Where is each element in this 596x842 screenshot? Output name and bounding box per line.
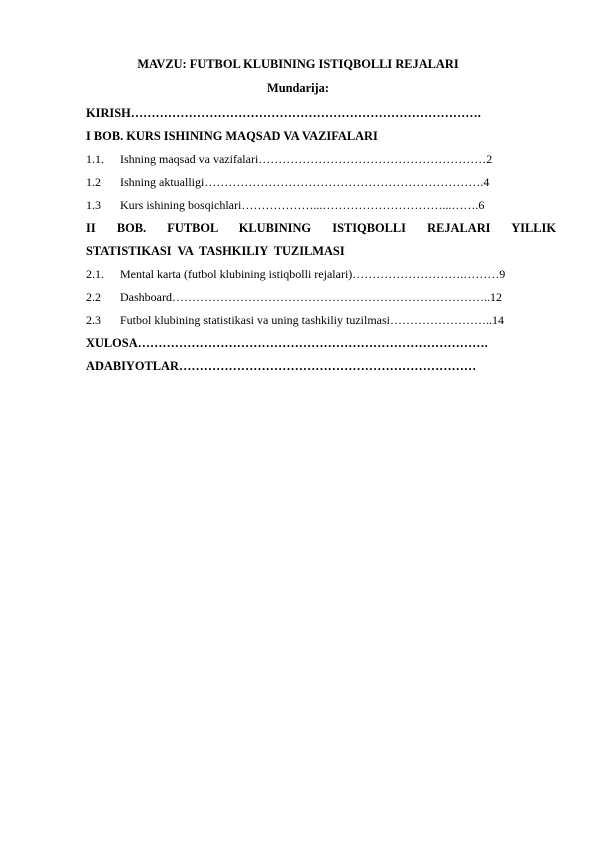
toc-entry-text: Ishning maqsad va vazifalari…………………………………………………2	[120, 152, 493, 166]
toc-entry-text: Ishning aktualligi…………………………………………………………….4	[120, 175, 490, 189]
toc-chapter-2: II BOB. FUTBOL KLUBINING ISTIQBOLLI REJALARI YILLIK STATISTIKASI VA TASHKILIY TUZILMASI	[86, 221, 556, 258]
toc-entry-1-2	[86, 171, 556, 194]
document-title: MAVZU: FUTBOL KLUBINING ISTIQBOLLI REJALARI	[137, 57, 459, 71]
toc-entry-text: Mental karta (futbol klubining istiqbolli rejalari)……………………….………9	[120, 267, 506, 281]
toc-entry-2-3	[86, 309, 556, 332]
toc-entry-1-1	[86, 148, 556, 171]
toc-entry-number: 1.3	[86, 198, 101, 212]
toc-entry-text: Dashboard……………………………………………………………………..12	[120, 290, 502, 304]
toc-entry-text: Kurs ishining bosqichlari………………...…………………………...…….6	[120, 198, 485, 212]
toc-entry-2-2	[86, 286, 556, 309]
toc-entry-number: 1.2	[86, 175, 101, 189]
toc-entry-text: Futbol klubining statistikasi va uning tashkiliy tuzilmasi……………………..14	[120, 313, 504, 327]
toc-entry-number: 2.3	[86, 313, 101, 327]
toc-entry-kirish: KIRISH………………………………………………………………………….	[86, 106, 481, 120]
toc-heading: Mundarija:	[267, 81, 329, 95]
toc-chapter-1: I BOB. KURS ISHINING MAQSAD VA VAZIFALARI	[86, 129, 378, 143]
toc-entry-2-1	[86, 263, 556, 286]
toc-entry-1-3	[86, 194, 556, 217]
toc-entry-xulosa: XULOSA………………………………………………………………………….	[86, 336, 488, 350]
toc-entry-number: 1.1.	[86, 152, 104, 166]
toc-entry-number: 2.2	[86, 290, 101, 304]
toc-entry-number: 2.1.	[86, 267, 104, 281]
table-of-contents	[86, 102, 556, 378]
toc-entry-adabiyotlar: ADABIYOTLAR………………………………………………………………	[86, 359, 477, 373]
